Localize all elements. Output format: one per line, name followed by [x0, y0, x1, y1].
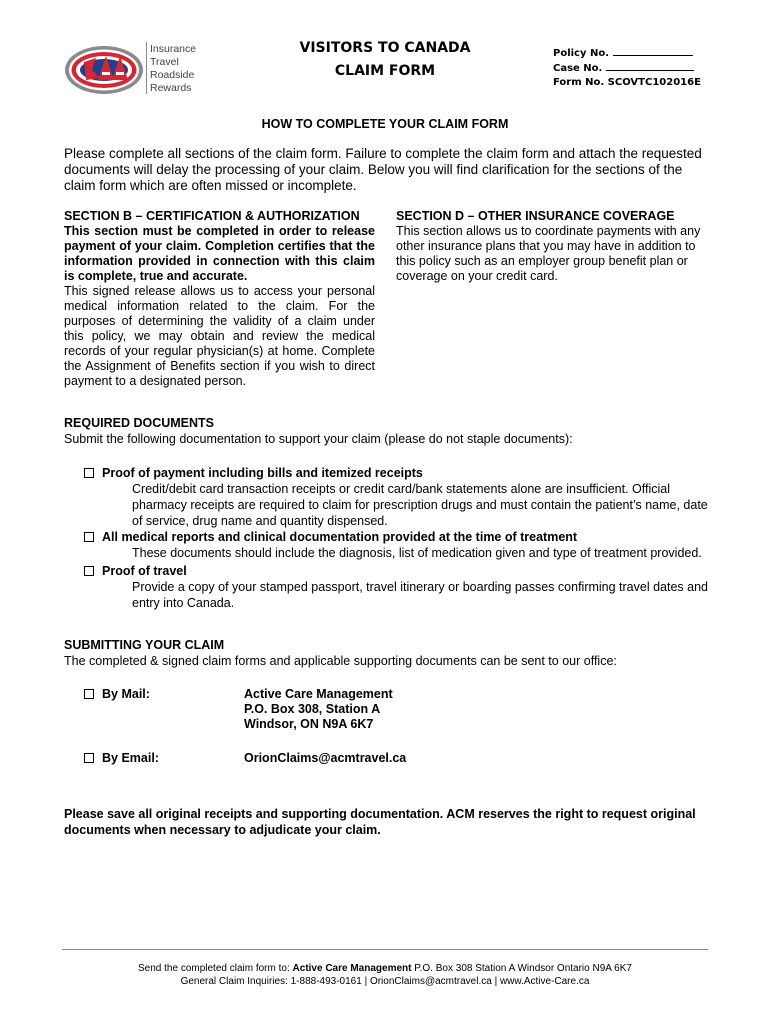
footer-company: Active Care Management [292, 963, 412, 974]
by-email-label: By Email: [102, 751, 159, 765]
required-item-1-title: Proof of payment including bills and itemized receipts [102, 466, 423, 480]
checkbox-icon[interactable] [84, 689, 94, 699]
save-receipts-note: Please save all original receipts and supporting documentation. ACM reserves the right to request original documents when necessary to adjudicate your claim. [64, 807, 696, 837]
section-d-text: This section allows us to coordinate payments with any other insurance plans that you may have in addition to this policy such as an employer group benefit plan or coverage on your credit card. [396, 224, 701, 283]
section-b [64, 209, 375, 389]
policy-number-field[interactable] [613, 45, 693, 56]
required-item-3-title: Proof of travel [102, 564, 187, 578]
logo-tag-roadside: Roadside [150, 69, 195, 81]
section-d [396, 209, 708, 284]
required-documents-heading: REQUIRED DOCUMENTS [64, 416, 215, 430]
form-title-line2: CLAIM FORM [334, 63, 436, 79]
by-mail-option [84, 687, 150, 701]
section-b-text: This signed release allows us to access your personal medical information related to the claim. For the purposes of determining the validity of a claim under this policy, we may obtain and review the medical records of your regular physician(s) at home. Complete the Assignment of Benefits section if you wish to direct payment to a designated person. [64, 284, 375, 388]
checkbox-icon[interactable] [84, 532, 94, 542]
logo-tags [150, 43, 196, 95]
policy-label: Policy No. [553, 48, 610, 59]
form-number: SCOVTC102016E [607, 77, 701, 88]
policy-number-row [553, 45, 693, 61]
form-label: Form No. [553, 77, 605, 88]
mail-address-line2: P.O. Box 308, Station A [244, 702, 381, 716]
required-item-3-desc: Provide a copy of your stamped passport, travel itinerary or boarding passes confirming travel dates and entry into Canada. [132, 580, 708, 610]
logo-tag-travel: Travel [150, 56, 179, 68]
by-email-option [84, 751, 159, 765]
mail-address-line3: Windsor, ON N9A 6K7 [244, 717, 374, 731]
required-item-1-desc: Credit/debit card transaction receipts or credit card/bank statements alone are insufficient. Official pharmacy receipts are required to claim for prescription drugs and must contain the patient’s name, date of service, drug name and quantity dispensed. [132, 482, 708, 528]
logo-tag-rewards: Rewards [150, 82, 192, 94]
required-item-2-title: All medical reports and clinical documentation provided at the time of treatment [102, 530, 578, 544]
section-d-heading: SECTION D – OTHER INSURANCE COVERAGE [396, 209, 675, 223]
logo-tag-insurance: Insurance [150, 43, 197, 55]
intro-paragraph: Please complete all sections of the claim form. Failure to complete the claim form and attach the requested documents will delay the processing of your claim. Below you will find clarification for the sections of the claim form which are often missed or incomplete. [64, 146, 702, 193]
section-b-heading: SECTION B – CERTIFICATION & AUTHORIZATION [64, 209, 360, 223]
required-item-1 [84, 466, 423, 480]
case-number-row [553, 60, 694, 76]
logo-divider [146, 42, 147, 94]
required-item-2 [84, 530, 577, 544]
email-address: OrionClaims@acmtravel.ca [244, 751, 407, 765]
footer-send-prefix: Send the completed claim form to: [138, 963, 290, 974]
footer-address: P.O. Box 308 Station A Windsor Ontario N9A 6K7 [414, 963, 632, 974]
form-number-row [553, 75, 701, 90]
required-item-3 [84, 564, 187, 578]
by-mail-label: By Mail: [102, 687, 150, 701]
required-documents-subtitle: Submit the following documentation to support your claim (please do not staple documents): [64, 432, 573, 446]
checkbox-icon[interactable] [84, 566, 94, 576]
section-b-bold-text: This section must be completed in order to release payment of your claim. Completion certifies that the information provided in connection with this claim is complete, true and accurate. [64, 224, 375, 283]
footer-line1 [0, 963, 770, 975]
mail-address-line1: Active Care Management [244, 687, 393, 701]
footer-divider [62, 949, 708, 950]
submitting-heading: SUBMITTING YOUR CLAIM [64, 638, 225, 652]
main-heading: HOW TO COMPLETE YOUR CLAIM FORM [261, 117, 509, 131]
submitting-subtitle: The completed & signed claim forms and applicable supporting documents can be sent to our office: [64, 654, 617, 668]
mail-address [244, 687, 393, 732]
footer-line2: General Claim Inquiries: 1-888-493-0161 | OrionClaims@acmtravel.ca | www.Active-Care.ca [180, 976, 590, 987]
case-number-field[interactable] [606, 60, 694, 71]
checkbox-icon[interactable] [84, 753, 94, 763]
case-label: Case No. [553, 63, 603, 74]
required-item-2-desc: These documents should include the diagnosis, list of medication given and type of treatment provided. [132, 546, 702, 560]
form-title-line1: VISITORS TO CANADA [299, 40, 471, 56]
checkbox-icon[interactable] [84, 468, 94, 478]
caa-logo-mark [62, 40, 148, 100]
